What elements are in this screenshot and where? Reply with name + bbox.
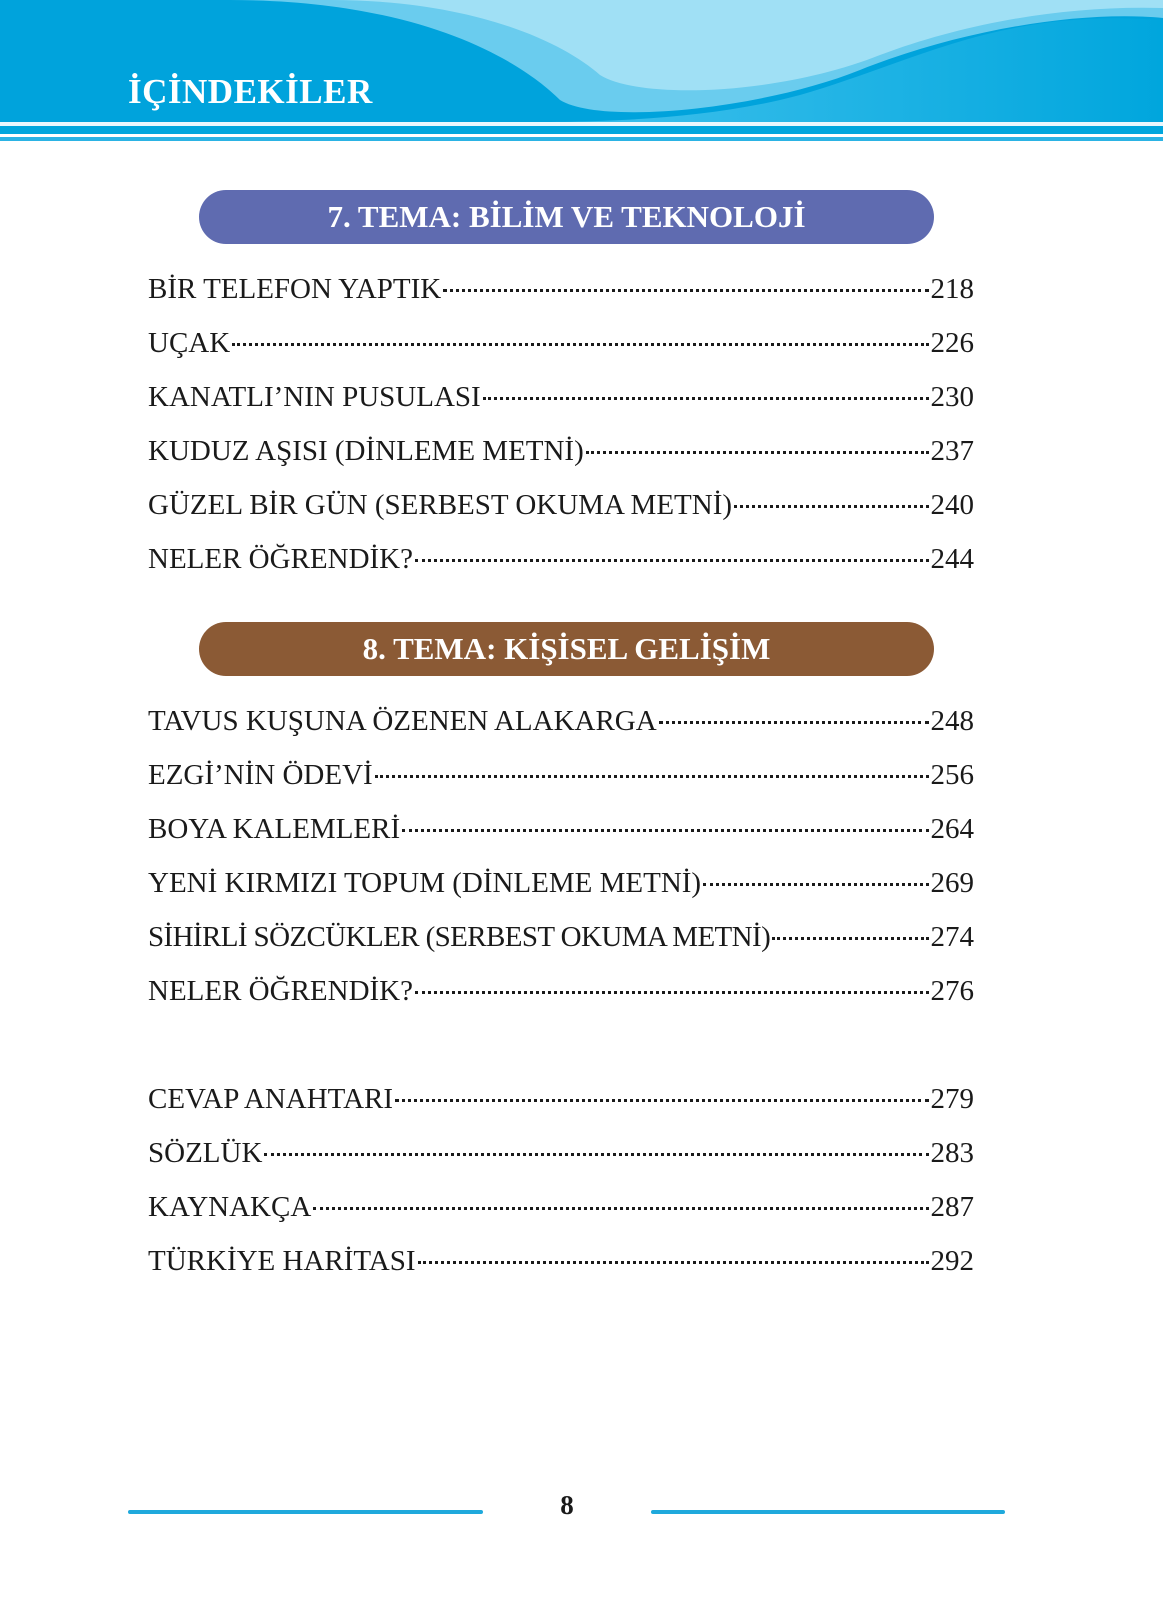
dot-leader: [415, 991, 929, 994]
footer-line-right: [651, 1510, 1005, 1514]
page-number: 8: [560, 1490, 574, 1520]
entry-title: NELER ÖĞRENDİK?: [148, 543, 413, 575]
entry-page: 274: [930, 921, 974, 953]
toc-entry[interactable]: [148, 532, 974, 586]
dot-leader: [734, 505, 928, 508]
dot-leader: [402, 829, 928, 832]
entry-page: 248: [930, 705, 974, 737]
entry-title: KANATLI’NIN PUSULASI: [148, 381, 481, 413]
toc-entry[interactable]: [148, 964, 974, 1018]
appendix-entry-list: [148, 1072, 974, 1288]
toc-entry[interactable]: [148, 478, 974, 532]
entry-title: BİR TELEFON YAPTIK: [148, 273, 442, 305]
entry-page: 226: [930, 327, 974, 359]
entry-title: BOYA KALEMLERİ: [148, 813, 401, 845]
entry-page: 287: [930, 1191, 974, 1223]
theme-7-heading: 7. TEMA: BİLİM VE TEKNOLOJİ: [199, 190, 934, 244]
entry-page: 256: [930, 759, 974, 791]
dot-leader: [313, 1207, 928, 1210]
theme-7-entry-list: [148, 262, 974, 586]
entry-title: CEVAP ANAHTARI: [148, 1083, 394, 1115]
dot-leader: [772, 937, 928, 940]
entry-title: UÇAK: [148, 327, 231, 359]
entry-title: SÖZLÜK: [148, 1137, 263, 1169]
toc-entry[interactable]: [148, 1180, 974, 1234]
dot-leader: [415, 559, 929, 562]
theme-8-entry-list: [148, 694, 974, 1018]
entry-title: KAYNAKÇA: [148, 1191, 312, 1223]
dot-leader: [232, 343, 928, 346]
toc-entry[interactable]: [148, 262, 974, 316]
entry-page: 230: [930, 381, 974, 413]
toc-entry[interactable]: [148, 424, 974, 478]
entry-page: 264: [930, 813, 974, 845]
entry-title: NELER ÖĞRENDİK?: [148, 975, 413, 1007]
entry-page: 269: [930, 867, 974, 899]
dot-leader: [418, 1261, 929, 1264]
dot-leader: [443, 289, 928, 292]
toc-entry[interactable]: [148, 1072, 974, 1126]
entry-page: 237: [930, 435, 974, 467]
footer-line-left: [128, 1510, 483, 1514]
entry-title: GÜZEL BİR GÜN (SERBEST OKUMA METNİ): [148, 489, 733, 521]
toc-entry[interactable]: [148, 694, 974, 748]
dot-leader: [395, 1099, 928, 1102]
dot-leader: [586, 451, 929, 454]
entry-page: 292: [930, 1245, 974, 1277]
entry-title: TÜRKİYE HARİTASI: [148, 1245, 416, 1277]
toc-entry[interactable]: [148, 910, 974, 964]
dot-leader: [703, 883, 928, 886]
toc-entry[interactable]: [148, 316, 974, 370]
toc-entry[interactable]: [148, 856, 974, 910]
entry-page: 244: [930, 543, 974, 575]
dot-leader: [483, 397, 929, 400]
toc-entry[interactable]: [148, 802, 974, 856]
entry-title: SİHİRLİ SÖZCÜKLER (SERBEST OKUMA METNİ): [148, 921, 771, 953]
theme-8-heading: 8. TEMA: KİŞİSEL GELİŞİM: [199, 622, 934, 676]
entry-page: 283: [930, 1137, 974, 1169]
entry-title: TAVUS KUŞUNA ÖZENEN ALAKARGA: [148, 705, 657, 737]
toc-entry[interactable]: [148, 370, 974, 424]
entry-page: 240: [930, 489, 974, 521]
page-title: İÇİNDEKİLER: [128, 72, 373, 111]
dot-leader: [659, 721, 929, 724]
dot-leader: [264, 1153, 928, 1156]
entry-page: 279: [930, 1083, 974, 1115]
entry-title: YENİ KIRMIZI TOPUM (DİNLEME METNİ): [148, 867, 702, 899]
entry-page: 276: [930, 975, 974, 1007]
toc-entry[interactable]: [148, 748, 974, 802]
entry-page: 218: [930, 273, 974, 305]
entry-title: KUDUZ AŞISI (DİNLEME METNİ): [148, 435, 584, 467]
entry-title: EZGİ’NİN ÖDEVİ: [148, 759, 373, 791]
toc-entry[interactable]: [148, 1126, 974, 1180]
toc-entry[interactable]: [148, 1234, 974, 1288]
dot-leader: [375, 775, 929, 778]
